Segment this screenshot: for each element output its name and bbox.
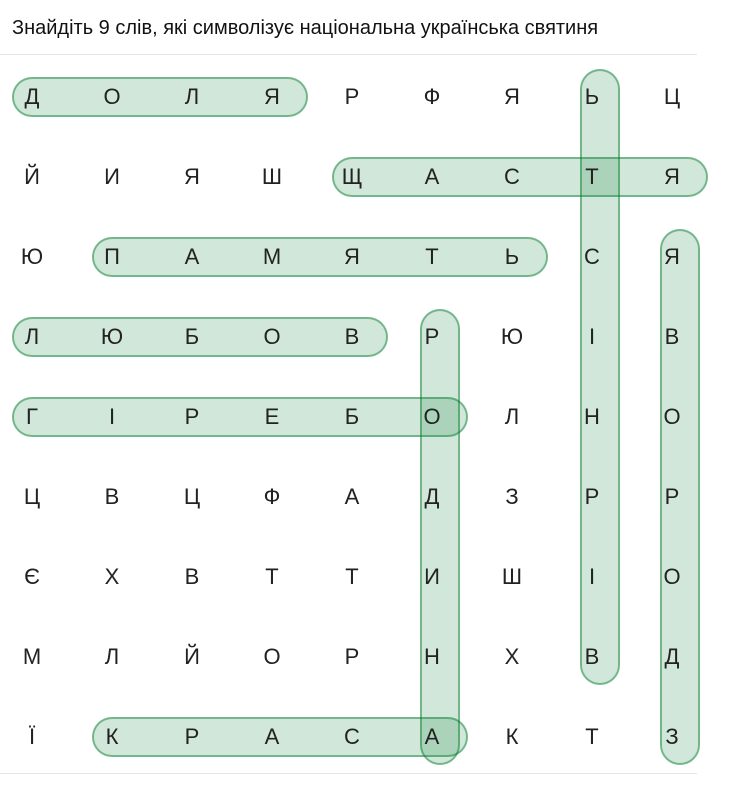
grid-letter[interactable]: Є	[24, 564, 40, 589]
top-divider	[0, 54, 697, 55]
grid-letter[interactable]: Ф	[423, 84, 441, 109]
grid-letter[interactable]: Я	[344, 244, 360, 269]
grid-letter[interactable]: И	[424, 564, 440, 589]
grid-letter[interactable]: С	[344, 724, 360, 749]
grid-letter[interactable]: Р	[664, 484, 680, 509]
grid-letter[interactable]: Б	[344, 404, 360, 429]
grid-letter[interactable]: В	[104, 484, 120, 509]
grid-letter[interactable]: Й	[24, 164, 40, 189]
grid-letter[interactable]: І	[588, 324, 596, 349]
grid-letter[interactable]: Ь	[584, 84, 600, 109]
grid-letter[interactable]: З	[505, 484, 519, 509]
grid-letter[interactable]: Ю	[20, 244, 44, 269]
grid-letter[interactable]: Л	[504, 404, 520, 429]
grid-letter[interactable]: А	[424, 724, 440, 749]
grid-letter[interactable]: Ю	[500, 324, 524, 349]
grid-letter[interactable]: О	[663, 404, 681, 429]
grid-letter[interactable]: Ю	[100, 324, 124, 349]
grid-letter[interactable]: Р	[344, 84, 360, 109]
grid-letter[interactable]: М	[262, 244, 282, 269]
task-title: Знайдіть 9 слів, які символізує національна українська святиня	[12, 17, 599, 39]
grid-letter[interactable]: Л	[24, 324, 40, 349]
grid-letter[interactable]: С	[504, 164, 520, 189]
grid-letter[interactable]: Р	[184, 724, 200, 749]
grid-letter[interactable]: Ц	[23, 484, 41, 509]
grid-letter[interactable]: Т	[425, 244, 439, 269]
grid-letter[interactable]: Х	[504, 644, 520, 669]
grid-letter[interactable]: Д	[664, 644, 680, 669]
grid-letter[interactable]: Ц	[663, 84, 681, 109]
grid-letter[interactable]: В	[184, 564, 200, 589]
grid-letter[interactable]: Р	[344, 644, 360, 669]
grid-letter[interactable]: Д	[424, 484, 440, 509]
grid-letter[interactable]: Т	[585, 724, 599, 749]
grid-letter[interactable]: Е	[264, 404, 280, 429]
grid-letter[interactable]: А	[264, 724, 280, 749]
grid-letter[interactable]: М	[22, 644, 42, 669]
word-search-grid[interactable]	[0, 57, 720, 777]
grid-letter[interactable]: В	[344, 324, 360, 349]
grid-letter[interactable]: Ш	[261, 164, 283, 189]
grid-letter[interactable]: Т	[265, 564, 279, 589]
grid-letter[interactable]: Л	[104, 644, 120, 669]
grid-letter[interactable]: А	[424, 164, 440, 189]
grid-letter[interactable]: Я	[504, 84, 520, 109]
grid-letter[interactable]: Г	[26, 404, 38, 429]
grid-letter[interactable]: Л	[184, 84, 200, 109]
grid-letter[interactable]: О	[103, 84, 121, 109]
grid-letter[interactable]: Т	[585, 164, 599, 189]
grid-letter[interactable]: К	[105, 724, 119, 749]
grid-letter[interactable]: Ь	[504, 244, 520, 269]
grid-letter[interactable]: Й	[184, 644, 200, 669]
grid-letter[interactable]: Я	[184, 164, 200, 189]
grid-letter[interactable]: В	[584, 644, 600, 669]
grid-letter[interactable]: Х	[104, 564, 120, 589]
grid-letter[interactable]: Т	[345, 564, 359, 589]
grid-letter[interactable]: І	[588, 564, 596, 589]
grid-letter[interactable]: О	[663, 564, 681, 589]
grid-letter[interactable]: Я	[664, 244, 680, 269]
grid-letter[interactable]: Н	[424, 644, 440, 669]
grid-letter[interactable]: Щ	[341, 164, 363, 189]
grid-letter[interactable]: Ї	[28, 724, 36, 749]
grid-letter[interactable]: Б	[184, 324, 200, 349]
grid-letter[interactable]: Я	[264, 84, 280, 109]
grid-letter[interactable]: Р	[584, 484, 600, 509]
grid-letter[interactable]: С	[584, 244, 600, 269]
grid-letter[interactable]: П	[104, 244, 120, 269]
grid-letter[interactable]: Ф	[263, 484, 281, 509]
grid-letter[interactable]: Н	[584, 404, 600, 429]
grid-letter[interactable]: А	[344, 484, 360, 509]
grid-letter[interactable]: В	[664, 324, 680, 349]
grid-letter[interactable]: Я	[664, 164, 680, 189]
grid-letter[interactable]: О	[263, 324, 281, 349]
grid-letter[interactable]: Д	[24, 84, 40, 109]
grid-letter[interactable]: О	[263, 644, 281, 669]
grid-letter[interactable]: А	[184, 244, 200, 269]
grid-letter[interactable]: І	[108, 404, 116, 429]
grid-letter[interactable]: И	[104, 164, 120, 189]
grid-letter[interactable]: Р	[184, 404, 200, 429]
grid-letter[interactable]: Ш	[501, 564, 523, 589]
grid-letter[interactable]: Р	[424, 324, 440, 349]
grid-letter[interactable]: О	[423, 404, 441, 429]
grid-letter[interactable]: К	[505, 724, 519, 749]
grid-letter[interactable]: З	[665, 724, 679, 749]
grid-letter[interactable]: Ц	[183, 484, 201, 509]
